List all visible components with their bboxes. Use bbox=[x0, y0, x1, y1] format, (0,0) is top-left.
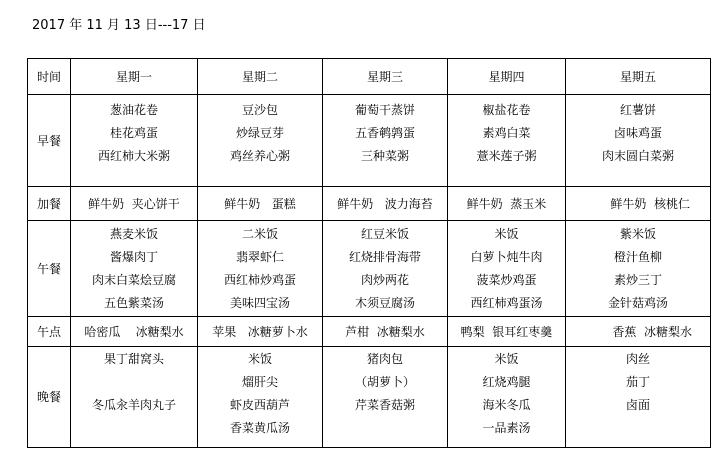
menu-item: 肉末圆白菜粥 bbox=[601, 149, 674, 163]
dinner-label: 晚餐 bbox=[28, 347, 71, 448]
menu-item: 香菜黄瓜汤 bbox=[229, 421, 290, 435]
lunch-fri bbox=[566, 221, 711, 317]
snack-pm-thu: 鸭梨 银耳红枣羹 bbox=[448, 317, 566, 347]
dinner-wed bbox=[323, 347, 448, 448]
page-title: 2017 年 11 月 13 日---17 日 bbox=[32, 18, 206, 33]
breakfast-row bbox=[28, 95, 711, 187]
menu-item: 猪肉包 bbox=[366, 352, 403, 366]
menu-item: 红烧排骨海带 bbox=[348, 250, 421, 264]
menu-item: 果丁甜窝头 bbox=[103, 352, 164, 366]
menu-item: 芹菜香菇粥 bbox=[354, 398, 415, 412]
menu-item: 西红柿鸡蛋汤 bbox=[470, 296, 543, 310]
dinner-row bbox=[28, 347, 711, 448]
menu-item bbox=[71, 371, 197, 394]
menu-item: 燕麦米饭 bbox=[109, 227, 158, 241]
breakfast-wed bbox=[323, 95, 448, 187]
menu-item: 炒绿豆芽 bbox=[235, 126, 284, 140]
menu-item: 熘肝尖 bbox=[241, 375, 278, 389]
menu-item: 桂花鸡蛋 bbox=[109, 126, 158, 140]
snack-am-label: 加餐 bbox=[28, 187, 71, 221]
snack-am-thu: 鲜牛奶 蒸玉米 bbox=[448, 187, 566, 221]
menu-item: 椒盐花卷 bbox=[482, 103, 531, 117]
menu-item: 紫米饭 bbox=[619, 227, 656, 241]
menu-item: 白萝卜炖牛肉 bbox=[470, 250, 543, 264]
menu-item: 西红柿炒鸡蛋 bbox=[223, 273, 296, 287]
breakfast-thu bbox=[448, 95, 566, 187]
menu-item: （胡萝卜） bbox=[354, 375, 415, 389]
menu-item: 酱爆肉丁 bbox=[109, 250, 158, 264]
snack-am-mon: 鲜牛奶 夹心饼干 bbox=[71, 187, 198, 221]
menu-item: 一品素汤 bbox=[482, 421, 531, 435]
menu-item: 木须豆腐汤 bbox=[354, 296, 415, 310]
snack-am-tue: 鲜牛奶 蛋糕 bbox=[198, 187, 323, 221]
menu-item: 红烧鸡腿 bbox=[482, 375, 531, 389]
menu-item: 卤味鸡蛋 bbox=[613, 126, 662, 140]
menu-item bbox=[71, 417, 197, 440]
menu-item: 橙汁鱼柳 bbox=[613, 250, 662, 264]
lunch-thu bbox=[448, 221, 566, 317]
weekly-menu-table bbox=[27, 58, 711, 448]
dinner-thu bbox=[448, 347, 566, 448]
menu-item: 茄丁 bbox=[625, 375, 650, 389]
menu-item: 米饭 bbox=[247, 352, 272, 366]
menu-item: 冬瓜汆羊肉丸子 bbox=[91, 398, 176, 412]
snack-pm-mon: 哈密瓜 冰糖梨水 bbox=[71, 317, 198, 347]
menu-item: 翡翠虾仁 bbox=[235, 250, 284, 264]
menu-item: 素炒三丁 bbox=[613, 273, 662, 287]
menu-item: 三种菜粥 bbox=[360, 149, 409, 163]
menu-item: 薏米莲子粥 bbox=[476, 149, 537, 163]
menu-item: 五色紫菜汤 bbox=[103, 296, 164, 310]
snack-pm-row bbox=[28, 317, 711, 347]
snack-pm-fri: 香蕉 冰糖梨水 bbox=[566, 317, 711, 347]
menu-item: 肉末白菜烩豆腐 bbox=[91, 273, 176, 287]
menu-item: 五香鹌鹑蛋 bbox=[354, 126, 415, 140]
day-header-fri: 星期五 bbox=[566, 59, 711, 95]
snack-pm-tue: 苹果 冰糖萝卜水 bbox=[198, 317, 323, 347]
menu-item: 卤面 bbox=[625, 398, 650, 412]
dinner-mon bbox=[71, 347, 198, 448]
lunch-wed bbox=[323, 221, 448, 317]
menu-item: 肉炒两花 bbox=[360, 273, 409, 287]
lunch-row bbox=[28, 221, 711, 317]
lunch-tue bbox=[198, 221, 323, 317]
snack-am-wed: 鲜牛奶 波力海苔 bbox=[323, 187, 448, 221]
menu-item: 红豆米饭 bbox=[360, 227, 409, 241]
menu-item: 葱油花卷 bbox=[109, 103, 158, 117]
menu-item: 西红柿大米粥 bbox=[97, 149, 170, 163]
menu-item: 二米饭 bbox=[241, 227, 278, 241]
day-header-mon: 星期一 bbox=[71, 59, 198, 95]
dinner-tue bbox=[198, 347, 323, 448]
menu-item: 鸡丝养心粥 bbox=[229, 149, 290, 163]
menu-item: 红薯饼 bbox=[619, 103, 656, 117]
breakfast-mon bbox=[71, 95, 198, 187]
breakfast-tue bbox=[198, 95, 323, 187]
day-header-thu: 星期四 bbox=[448, 59, 566, 95]
menu-item: 肉丝 bbox=[625, 352, 650, 366]
snack-am-fri: 鲜牛奶 核桃仁 bbox=[566, 187, 711, 221]
menu-item bbox=[566, 417, 710, 440]
menu-item: 素鸡白菜 bbox=[482, 126, 531, 140]
menu-item bbox=[323, 417, 447, 440]
snack-am-row bbox=[28, 187, 711, 221]
snack-pm-label: 午点 bbox=[28, 317, 71, 347]
header-row bbox=[28, 59, 711, 95]
menu-item: 金针菇鸡汤 bbox=[607, 296, 668, 310]
menu-item: 葡萄干蒸饼 bbox=[354, 103, 415, 117]
lunch-label: 午餐 bbox=[28, 221, 71, 317]
breakfast-fri bbox=[566, 95, 711, 187]
dinner-fri bbox=[566, 347, 711, 448]
snack-pm-wed: 芦柑 冰糖梨水 bbox=[323, 317, 448, 347]
menu-item: 米饭 bbox=[494, 227, 519, 241]
menu-item: 米饭 bbox=[494, 352, 519, 366]
day-header-tue: 星期二 bbox=[198, 59, 323, 95]
menu-item: 虾皮西葫芦 bbox=[229, 398, 290, 412]
lunch-mon bbox=[71, 221, 198, 317]
menu-item: 菠菜炒鸡蛋 bbox=[476, 273, 537, 287]
time-header: 时间 bbox=[28, 59, 71, 95]
menu-item: 美味四宝汤 bbox=[229, 296, 290, 310]
menu-item: 豆沙包 bbox=[241, 103, 278, 117]
breakfast-label: 早餐 bbox=[28, 95, 71, 187]
day-header-wed: 星期三 bbox=[323, 59, 448, 95]
menu-item: 海米冬瓜 bbox=[482, 398, 531, 412]
